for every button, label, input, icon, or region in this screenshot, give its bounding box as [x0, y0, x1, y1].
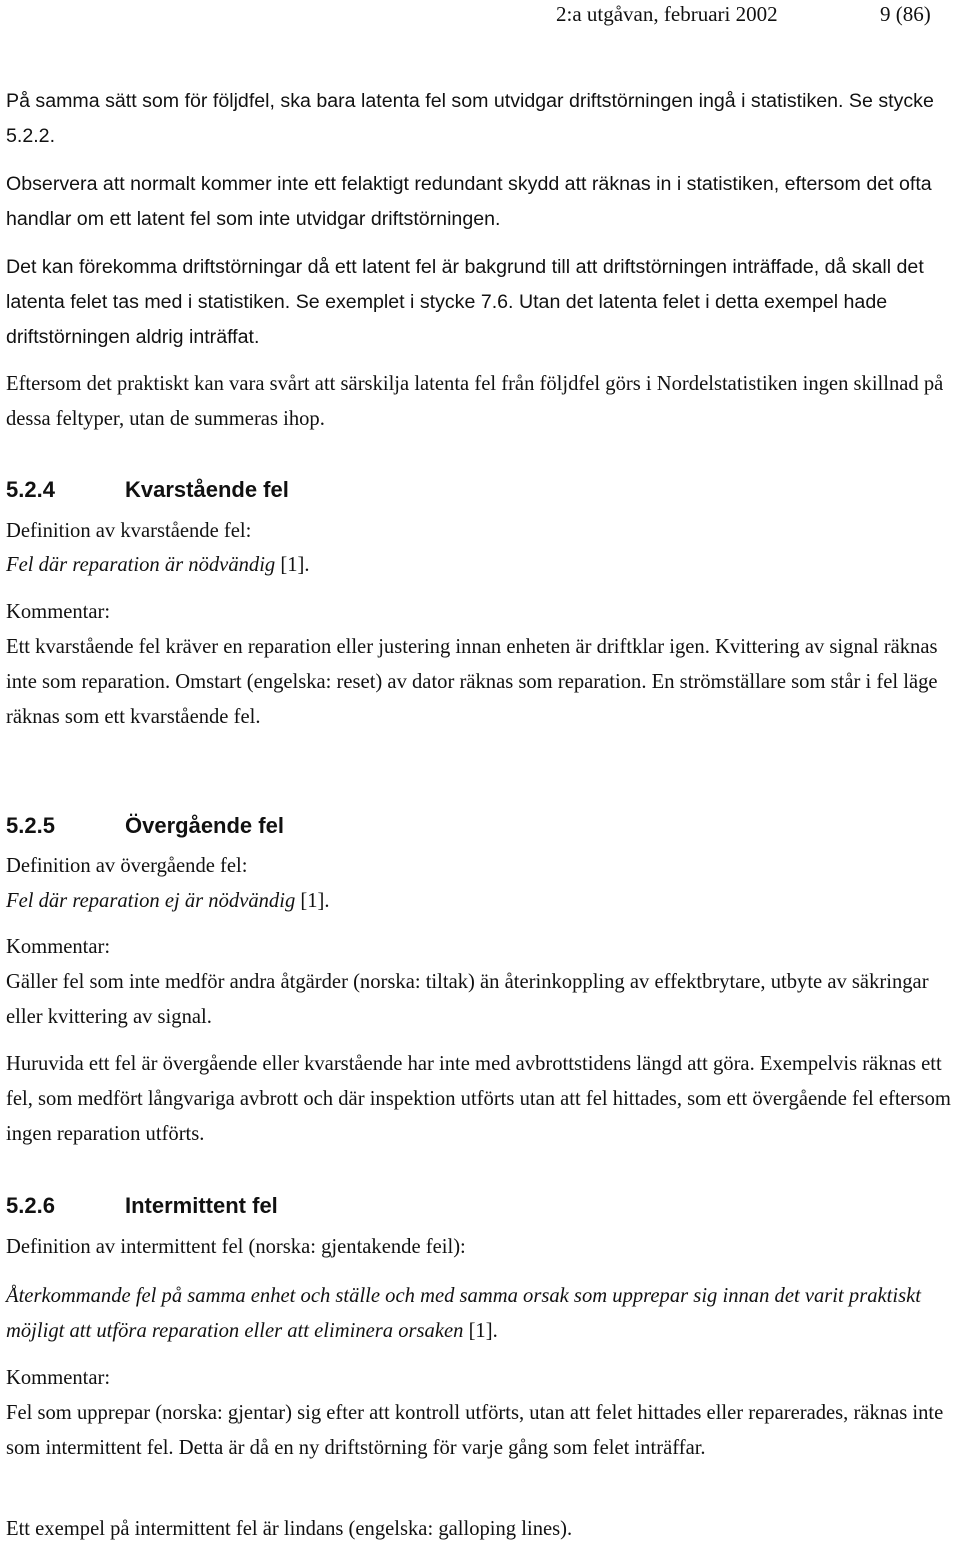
- section-title: Kvarstående fel: [125, 477, 289, 502]
- definition-text: Fel där reparation är nödvändig: [6, 554, 276, 576]
- page-header: [0, 0, 960, 60]
- comment-5-2-4: Ett kvarstående fel kräver en reparation eller justering innan enheten är driftklar igen. Kvittering av signal räknas inte som reparation. Omstart (engelska: reset) av dator räknas som reparation. En strömställare som står i fel läge räknas som ett kvarstående fel.: [6, 636, 938, 728]
- section-number: 5.2.5: [6, 813, 55, 838]
- definition-5-2-4: [6, 548, 956, 583]
- paragraph-duration-note: Huruvida ett fel är övergående eller kvarstående har inte med avbrottstidens längd att göra. Exempelvis räknas ett fel, som medfört långvariga avbrott och där inspektion utförts utan att fel hittades, som ett övergående fel eftersom ingen reparation utförts.: [6, 1053, 951, 1145]
- definition-reference: [1].: [275, 554, 310, 576]
- section-heading-5-2-4: [6, 472, 956, 507]
- paragraph-nordel-statistics: Eftersom det praktiskt kan vara svårt att särskilja latenta fel från följdfel görs i Nordelstatistiken ingen skillnad på dessa feltyper, utan de summeras ihop.: [6, 373, 944, 430]
- section-title: Intermittent fel: [125, 1193, 278, 1218]
- comment-label-5-2-5: Kommentar:: [6, 936, 111, 958]
- comment-label-5-2-6: Kommentar:: [6, 1367, 111, 1389]
- comment-5-2-6: Fel som upprepar (norska: gjentar) sig efter att kontroll utförts, utan att felet hittades eller reparerades, räknas inte som intermittent fel. Detta är då en ny driftstörning för varje gång som felet inträffar.: [6, 1402, 944, 1459]
- definition-reference: [1].: [295, 890, 330, 912]
- section-heading-5-2-5: [6, 808, 956, 843]
- definition-label-5-2-5: Definition av övergående fel:: [6, 855, 248, 877]
- section-title: Övergående fel: [125, 813, 284, 838]
- definition-text: Återkommande fel på samma enhet och ställe och med samma orsak som upprepar sig innan det varit praktiskt möjligt att utföra reparation eller att eliminera orsaken: [6, 1285, 921, 1342]
- definition-5-2-6: [6, 1279, 956, 1349]
- section-number: 5.2.4: [6, 477, 55, 502]
- definition-reference: [1].: [463, 1320, 498, 1342]
- paragraph-following-faults: På samma sätt som för följdfel, ska bara latenta fel som utvidgar driftstörningen ingå i statistiken. Se stycke 5.2.2.: [6, 90, 934, 147]
- paragraph-redundant-protection: Observera att normalt kommer inte ett felaktigt redundant skydd att räknas in i statistiken, eftersom det ofta handlar om ett latent fel som inte utvidgar driftstörningen.: [6, 173, 932, 230]
- comment-label-5-2-4: Kommentar:: [6, 601, 111, 623]
- section-heading-5-2-6: [6, 1188, 956, 1223]
- comment-5-2-5: Gäller fel som inte medför andra åtgärder (norska: tiltak) än återinkoppling av effektbrytare, utbyte av säkringar eller kvittering av signal.: [6, 971, 929, 1028]
- section-number: 5.2.6: [6, 1193, 55, 1218]
- definition-5-2-5: [6, 884, 956, 919]
- paragraph-galloping-lines: Ett exempel på intermittent fel är lindans (engelska: galloping lines).: [6, 1518, 573, 1540]
- definition-label-5-2-6: Definition av intermittent fel (norska: gjentakende feil):: [6, 1236, 466, 1258]
- page-number: 9 (86): [880, 2, 931, 26]
- edition-label: 2:a utgåvan, februari 2002: [556, 2, 778, 26]
- definition-label-5-2-4: Definition av kvarstående fel:: [6, 520, 252, 542]
- definition-text: Fel där reparation ej är nödvändig: [6, 890, 296, 912]
- paragraph-latent-background: Det kan förekomma driftstörningar då ett latent fel är bakgrund till att driftstörningen inträffade, då skall det latenta felet tas med i statistiken. Se exemplet i stycke 7.6. Utan det latenta felet i detta exempel hade driftstörningen aldrig inträffat.: [6, 256, 924, 348]
